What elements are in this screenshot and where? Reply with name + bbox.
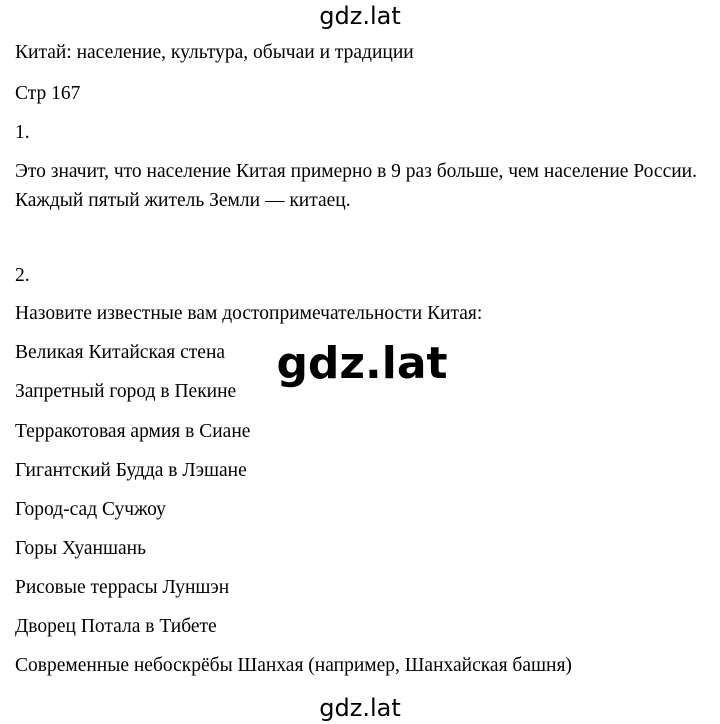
list-item: Современные небоскрёбы Шанхая (например, Шанхайская башня)	[15, 655, 572, 676]
page-reference: Стр 167	[15, 83, 81, 104]
question-2-prompt: Назовите известные вам достопримечательности Китая:	[15, 303, 483, 324]
list-item: Город-сад Сучжоу	[15, 499, 166, 520]
question-1-answer: Это значит, что население Китая примерно в 9 раз больше, чем население России. Каждый пятый житель Земли — китаец.	[15, 161, 697, 211]
list-item: Рисовые террасы Луншэн	[15, 577, 230, 598]
list-item: Дворец Потала в Тибете	[15, 616, 217, 637]
watermark-top: gdz.lat	[319, 2, 401, 30]
list-item: Запретный город в Пекине	[15, 381, 237, 402]
watermark-bottom: gdz.lat	[319, 694, 401, 722]
list-item: Великая Китайская стена	[15, 342, 226, 363]
question-1-number: 1.	[15, 122, 30, 143]
question-2-number: 2.	[15, 265, 30, 286]
watermark-middle: gdz.lat	[276, 338, 448, 389]
list-item: Гигантский Будда в Лэшане	[15, 460, 247, 481]
document-heading: Китай: население, культура, обычаи и традиции	[15, 42, 414, 63]
list-item: Горы Хуаншань	[15, 538, 146, 559]
list-item: Терракотовая армия в Сиане	[15, 421, 251, 442]
